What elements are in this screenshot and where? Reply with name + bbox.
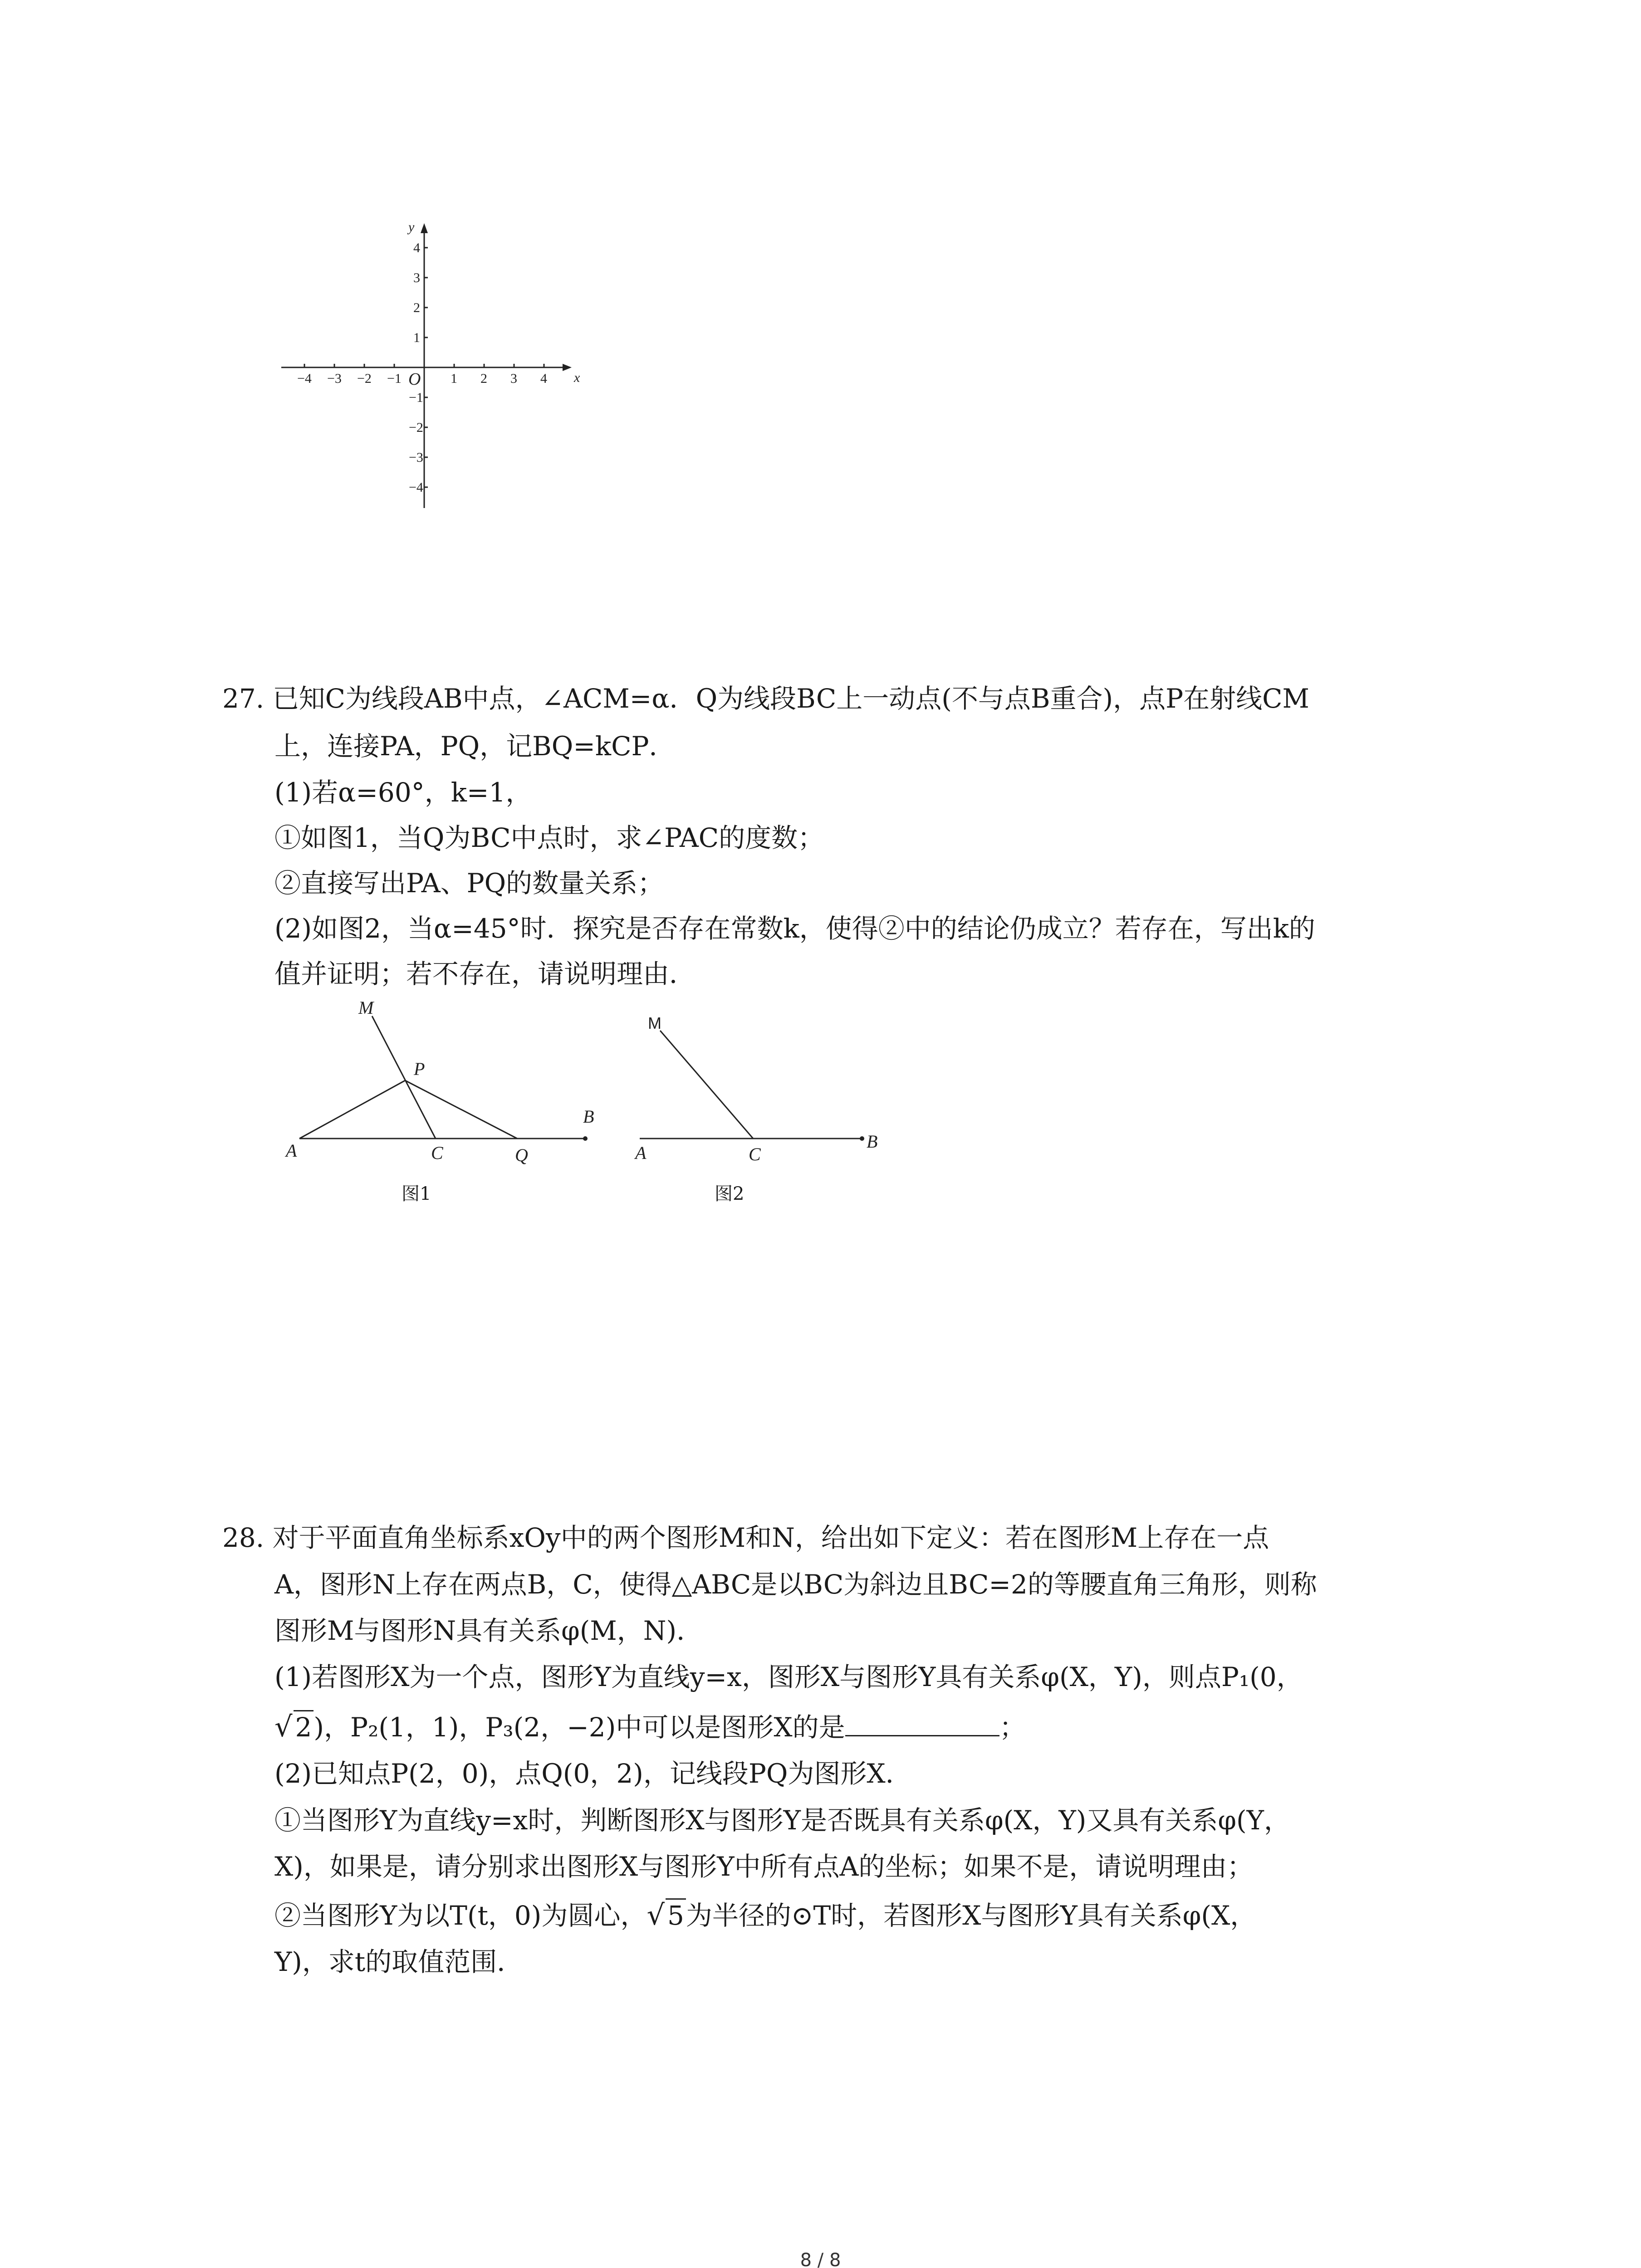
sqrt-2: 2: [294, 1710, 314, 1743]
point-b-dot: [860, 1136, 864, 1141]
q28-line-3: 图形M与图形N具有关系φ(M，N)．: [274, 1615, 703, 1646]
y-tick-label: 3: [413, 270, 420, 285]
y-axis-arrow-icon: [421, 223, 428, 233]
y-tick-label: −1: [409, 390, 423, 405]
page-number: 8 / 8: [800, 2250, 841, 2268]
x-tick-label: 2: [480, 371, 487, 386]
x-tick-label: −1: [387, 371, 402, 386]
coordinate-axes-figure: [272, 213, 590, 513]
y-tick-label: −3: [409, 450, 423, 465]
x-tick-label: −4: [297, 371, 312, 386]
x-tick-label: 4: [540, 371, 547, 386]
q27-line-3: (1)若α=60°，k=1，: [274, 777, 532, 808]
fig1-label-c: C: [431, 1143, 443, 1163]
q28-line-1: 28. 对于平面直角坐标系xOy中的两个图形M和N，给出如下定义：若在图形M上存在一点: [222, 1522, 1269, 1553]
x-tick-label: 1: [451, 371, 457, 386]
ray-cm: [372, 1016, 436, 1139]
q27-line-5: ②直接写出PA、PQ的数量关系；: [274, 868, 664, 899]
q28-line-8: X)，如果是，请分别求出图形X与图形Y中所有点A的坐标；如果不是，请说明理由；: [274, 1851, 1254, 1882]
segment-pq: [405, 1080, 517, 1139]
answer-blank[interactable]: [845, 1712, 999, 1736]
fig1-label-p: P: [414, 1059, 425, 1079]
fig1-label-a: A: [286, 1140, 297, 1161]
figure-2: [622, 1012, 903, 1188]
q28-line-5-end: ；: [999, 1712, 1026, 1743]
x-tick-label: 3: [510, 371, 517, 386]
fig1-label-m: M: [358, 998, 374, 1018]
q27-line-7: 值并证明；若不存在，请说明理由．: [274, 958, 696, 989]
q28-line-4: (1)若图形X为一个点，图形Y为直线y=x，图形X与图形Y具有关系φ(X，Y)，则点P₁(0，: [274, 1662, 1303, 1692]
q28-line-9-post: 为半径的⊙T时，若图形X与图形Y具有关系φ(X，: [686, 1900, 1257, 1931]
point-b-dot: [583, 1136, 588, 1141]
figure-2-caption: 图2: [715, 1183, 745, 1204]
y-tick-label: 4: [413, 240, 420, 255]
y-tick-label: 1: [413, 330, 420, 345]
fig2-label-m: M: [648, 1014, 661, 1032]
ray-cm: [660, 1031, 753, 1139]
sqrt-5: 5: [666, 1898, 686, 1931]
q28-line-7: ①当图形Y为直线y=x时，判断图形X与图形Y是否既具有关系φ(X，Y)又具有关系φ(Y，: [274, 1805, 1290, 1836]
y-tick-label: −4: [409, 480, 423, 495]
q27-line-2: 上，连接PA，PQ，记BQ=kCP．: [274, 731, 676, 762]
origin-label: O: [408, 370, 421, 389]
fig1-label-q: Q: [515, 1145, 528, 1165]
q27-line-1: 27. 已知C为线段AB中点，∠ACM=α．Q为线段BC上一动点(不与点B重合)，点P在射线CM: [222, 683, 1309, 714]
q28-line-5-text: )，P₂(1，1)，P₃(2，−2)中可以是图形X的是: [314, 1712, 845, 1743]
y-tick-label: 2: [413, 300, 420, 315]
figure-1: [272, 998, 617, 1188]
x-axis-label: x: [574, 370, 580, 385]
fig2-label-a: A: [635, 1143, 647, 1163]
q27-line-6: (2)如图2，当α=45°时．探究是否存在常数k，使得②中的结论仍成立？若存在，写出k的: [274, 913, 1315, 944]
figure-1-caption: 图1: [402, 1183, 431, 1204]
fig2-label-b: B: [867, 1131, 878, 1152]
y-tick-label: −2: [409, 420, 423, 435]
q28-line-2: A，图形N上存在两点B，C，使得△ABC是以BC为斜边且BC=2的等腰直角三角形，则称: [274, 1569, 1317, 1600]
q28-line-5: √ 2)，P₂(1，1)，P₃(2，−2)中可以是图形X的是 ；: [274, 1710, 1026, 1743]
x-tick-label: −3: [327, 371, 342, 386]
y-axis-label: y: [408, 220, 415, 235]
q28-line-6: (2)已知点P(2，0)，点Q(0，2)，记线段PQ为图形X．: [274, 1758, 912, 1789]
x-axis-arrow-icon: [563, 364, 572, 371]
fig1-label-b: B: [583, 1106, 594, 1127]
q28-line-10: Y)，求t的取值范围．: [274, 1946, 524, 1977]
q28-line-9-pre: ②当图形Y为以T(t，0)为圆心，: [274, 1900, 647, 1931]
fig2-label-c: C: [749, 1144, 761, 1164]
segment-pa: [299, 1080, 405, 1139]
x-tick-label: −2: [357, 371, 372, 386]
q28-line-9: ②当图形Y为以T(t，0)为圆心，√ 5为半径的⊙T时，若图形X与图形Y具有关系φ(X，: [274, 1898, 1257, 1931]
q27-line-4: ①如图1，当Q为BC中点时，求∠PAC的度数；: [274, 822, 824, 853]
